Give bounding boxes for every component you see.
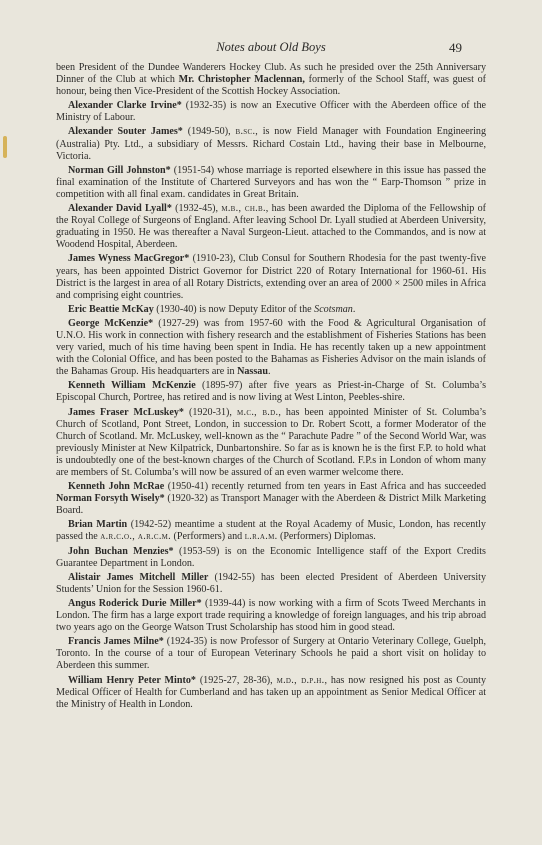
- entry-dates: (1925-27, 28-36),: [195, 674, 277, 686]
- entry-name: George McKenzie*: [68, 317, 154, 329]
- entry-name: Alexander Clarke Irvine*: [68, 100, 182, 112]
- entry-dates: (1942-52): [127, 519, 175, 531]
- entry-name: James Wyness MacGregor*: [68, 253, 190, 265]
- notes-body: [56, 62, 486, 713]
- entry-dates: (1930-40): [153, 303, 200, 315]
- entry-name: Francis James Milne*: [68, 636, 164, 648]
- entry-macgregor: [56, 253, 486, 301]
- entry-minto: [56, 675, 486, 711]
- entry-continuation: [56, 62, 486, 98]
- entry-text: (Performers) Diplomas.: [277, 531, 376, 543]
- entry-degrees: l.r.a.m.: [244, 531, 278, 543]
- entry-text: has been elected President of Aberdeen University Students’ Union for the Session 1960-61.: [56, 571, 486, 595]
- entry-degrees: a.r.c.o., a.r.c.m.: [100, 531, 171, 543]
- entry-name: James Fraser McLuskey*: [68, 406, 184, 418]
- entry-name: Kenneth William McKenzie: [68, 380, 196, 392]
- entry-mcluskey: [56, 407, 486, 480]
- entry-irvine: [56, 100, 486, 124]
- entry-text: .: [267, 366, 271, 378]
- entry-dates: (1924-35): [163, 636, 211, 648]
- entry-text: , has been appointed Minister of St. Columba’s Church of Scotland, Pont Street, London, in succession to Dr. Robert Scott, a former Moderator of the Church of Scotland. Mr. McLuskey, well-known as the “ Parachute Padre ” of the Second World War, was previously Minister at New Kilpatrick, Dunbartonshire. So far as is known he is the first F.P. to hold what is undoubtedly one of the best-known charges of the Church of Scotland. F.P.s in London of whom many are members of St. Columba’s will now be assured of an even warmer welcome there.: [56, 406, 487, 478]
- entry-dates: (1910-23),: [189, 253, 239, 265]
- entry-text: formerly of the School Staff, was guest of honour, being then Vice-President of the Scottish Hockey Association.: [56, 74, 486, 98]
- entry-text: was from 1957-60 with the Food & Agricultural Organisation of U.N.O. His work in connection with fishery research and the establishment of Fisheries Stations has been very varied, much of his time having been spent in India. He has recently taken up a new appointment with the Colonial Office, and has been posted to the Bahamas as Fisheries Advisor on the main islands of the Bahamas Group. His headquarters are in: [56, 317, 486, 378]
- entry-place: Nassau: [237, 366, 268, 378]
- entry-degrees: m.c., b.d.: [237, 406, 279, 418]
- entry-text: whose marriage is reported elsewhere in this issue has passed the final examination of the Institute of Chartered Surveyors and has won the “ Earp-Thomson ” prize in competition with all final exam. candidates in Great Britain.: [56, 164, 487, 200]
- entry-name: Angus Roderick Durie Miller*: [68, 597, 202, 609]
- entry-angus-miller: [56, 598, 486, 634]
- page-header: [0, 40, 542, 60]
- entry-george-mckenzie: [56, 318, 486, 378]
- entry-text: is now Deputy Editor of the: [199, 303, 315, 315]
- entry-name: Alexander Souter James*: [68, 126, 183, 138]
- entry-degrees: m.b., ch.b.: [221, 203, 266, 215]
- entry-name: Alistair James Mitchell Miller: [68, 571, 209, 583]
- entry-text: is now Professor of Surgery at Ontario Veterinary College, Guelph, Toronto. In the course of a tour of European Veterinary Schools he paid a short visit on holiday to Aberdeen this summer.: [56, 636, 486, 672]
- entry-publication: Scotsman: [314, 303, 353, 315]
- entry-text: .: [352, 303, 356, 315]
- entry-text: meantime a student at the Royal Academy of Music, London, has recently passed the: [56, 519, 486, 543]
- entry-text: Club Consul for Southern Rhodesia for the past twenty-five years, has been appointed District Governor for District 220 of Rotary International for 1960-61. His District is the largest in area of all Rotary Districts, extending over an area of 2000 × 2500 miles in Africa and comprising eight countries.: [56, 253, 487, 301]
- entry-name: Alexander David Lyall*: [68, 203, 172, 215]
- entry-text: , has been awarded the Diploma of the Fellowship of the Royal College of Surgeons of England. After leaving School Dr. Lyall studied at Aberdeen University, graduating in 1950. He was thereafter a Naval Surgeon-Lieut. attached to the Commandos, and is now at Woodend Hospital, Aberdeen.: [56, 203, 486, 251]
- entry-dates: (1932-45),: [171, 203, 222, 215]
- entry-name: William Henry Peter Minto*: [68, 674, 196, 686]
- entry-alistair-miller: [56, 572, 486, 596]
- entry-dates: (1939-44): [201, 597, 249, 609]
- entry-dates: (1927-29): [153, 317, 204, 329]
- entry-mckay: [56, 304, 486, 316]
- entry-name: Brian Martin: [68, 519, 128, 531]
- entry-text: , is now Field Manager with Foundation Engineering (Australia) Pty. Ltd., a subsidiary of Messrs. Richard Costain Ltd., having their base in Melbourne, Victoria.: [56, 126, 487, 162]
- entry-degrees: m.d., d.p.h.: [276, 674, 325, 686]
- margin-mark: [3, 136, 7, 158]
- entry-kenneth-mckenzie: [56, 380, 486, 404]
- entry-dates: (1932-35): [181, 100, 231, 112]
- entry-name: Kenneth John McRae: [68, 481, 165, 493]
- entry-dates: (1951-54): [170, 164, 218, 176]
- entry-menzies: [56, 546, 486, 570]
- entry-name: Norman Gill Johnston*: [68, 164, 171, 176]
- page-number: 49: [449, 40, 462, 55]
- entry-name: Mr. Christopher Maclennan,: [178, 74, 305, 86]
- entry-name: Norman Forsyth Wisely*: [56, 493, 165, 505]
- entry-dates: (1942-55): [208, 571, 261, 583]
- entry-text: (Performers) and: [171, 531, 245, 543]
- entry-johnston: [56, 165, 486, 201]
- entry-text: recently returned from ten years in East Africa and has succeeded: [211, 481, 486, 493]
- entry-text: is on the Economic Intelligence staff of the Export Credits Guarantee Department in London.: [56, 545, 486, 569]
- entry-martin: [56, 519, 486, 543]
- entry-dates: (1950-41): [164, 481, 212, 493]
- entry-mcrae: [56, 481, 486, 517]
- entry-text: after five years as Priest-in-Charge of St. Columba’s Episcopal Church, Portree, has retired and is now living at West Linton, Peebles-shire.: [56, 380, 487, 404]
- entry-james: [56, 126, 486, 162]
- entry-text: is now an Executive Officer with the Aberdeen office of the Ministry of Labour.: [56, 100, 486, 124]
- entry-milne: [56, 636, 486, 672]
- entry-name: John Buchan Menzies*: [68, 545, 174, 557]
- entry-name: Eric Beattie McKay: [68, 303, 154, 315]
- running-title: Notes about Old Boys: [216, 40, 326, 54]
- entry-degrees: b.sc.: [235, 126, 256, 138]
- entry-text: (1920-32) as Transport Manager with the Aberdeen & District Milk Marketing Board.: [56, 493, 486, 517]
- entry-dates: (1920-31),: [183, 406, 237, 418]
- entry-text: been President of the Dundee Wanderers Hockey Club. As such he presided over the 25th Anniversary Dinner of the Club at which: [56, 62, 486, 86]
- entry-dates: (1953-59): [173, 545, 225, 557]
- entry-dates: (1895-97): [195, 380, 249, 392]
- entry-text: is now working with a firm of Scots Tweed Merchants in London. The firm has a large export trade requiring a knowledge of foreign languages, and his trip abroad two years ago on the George Watson Trust Scholarship has stood him in good stead.: [56, 597, 486, 634]
- entry-lyall: [56, 203, 486, 251]
- entry-dates: (1949-50),: [182, 126, 236, 138]
- entry-text: , has now resigned his post as County Medical Officer of Health for Cumberland and has taken up an appointment as Senior Medical Officer at the Ministry of Health in London.: [56, 674, 487, 710]
